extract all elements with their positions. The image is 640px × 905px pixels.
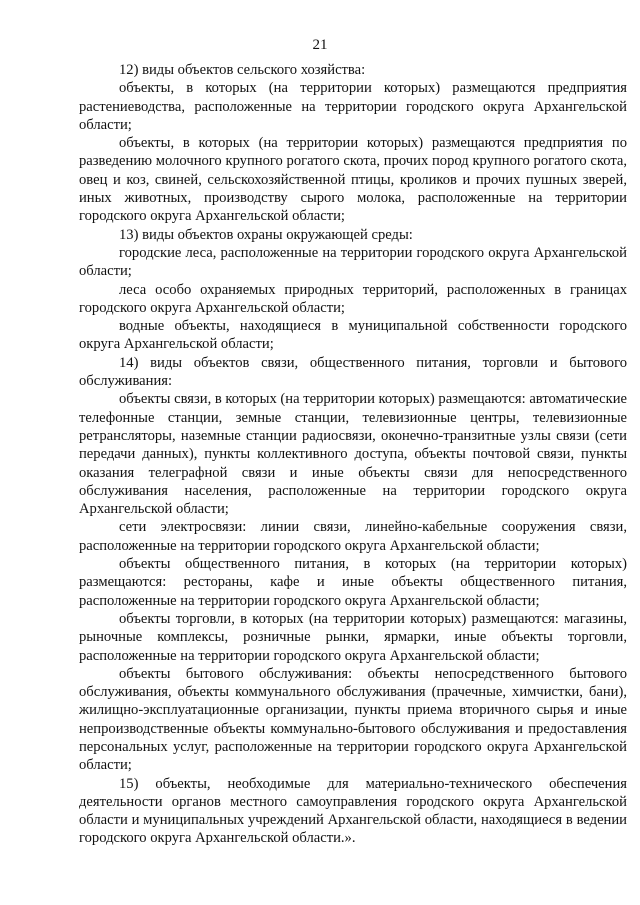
paragraph-12-heading: 12) виды объектов сельского хозяйства: [119, 62, 366, 78]
paragraph-15-heading: 15) объекты, необходимые для материально-технического обеспечения деятельности органов местного самоуправления городского округа Архангельской области и муниципальных учреждений Архангельской области, находящиеся в ведении городского округа Архангельской области.». [79, 775, 627, 847]
paragraph-telecom-networks: сети электросвязи: линии связи, линейно-кабельные сооружения связи, расположенные на территории городского округа Архангельской области; [79, 519, 627, 554]
document-body [79, 61, 627, 848]
paragraph-livestock-objects: объекты, в которых (на территории которых) размещаются предприятия по разведению молочного крупного рогатого скота, прочих пород крупного рогатого скота, овец и коз, свиней, сельскохозяйственной птицы, кроликов и прочих пушных зверей, иных животных, производству сырого молока, расположенные на территории городского округа Архангельской области; [79, 135, 627, 225]
paragraph-crop-objects: объекты, в которых (на территории которых) размещаются предприятия растениеводства, расположенные на территории городского округа Архангельской области; [79, 80, 627, 133]
paragraph-communication-objects: объекты связи, в которых (на территории которых) размещаются: автоматические телефонные станции, земные станции, телевизионные центры, телевизионные ретрансляторы, наземные станции радиосвязи, оконечно-транзитные узлы связи (сети передачи данных), пункты коллективного доступа, объекты почтовой связи, пункты оказания телеграфной связи и иные объекты связи для непосредственного обслуживания населения, расположенные на территории городского округа Архангельской области; [79, 391, 627, 518]
paragraph-consumer-services: объекты бытового обслуживания: объекты непосредственного бытового обслуживания, объекты коммунального обслуживания (прачечные, химчистки, бани), жилищно-эксплуатационные организации, пункты приема вторичного сырья и иные непроизводственные объекты коммунально-бытового обслуживания и предоставления персональных услуг, расположенные на территории городского округа Архангельской области; [79, 665, 627, 774]
paragraph-13-heading: 13) виды объектов охраны окружающей среды: [119, 226, 413, 243]
paragraph-trade-objects: объекты торговли, в которых (на территории которых) размещаются: магазины, рыночные комплексы, розничные рынки, ярмарки, иные объекты торговли, расположенные на территории городского округа Архангельской области; [79, 610, 627, 664]
paragraph-water-objects: водные объекты, находящиеся в муниципальной собственности городского округа Архангельской области; [79, 318, 627, 353]
paragraph-protected-forests: леса особо охраняемых природных территорий, расположенных в границах городского округа Архангельской области; [79, 281, 627, 316]
paragraph-urban-forests: городские леса, расположенные на территории городского округа Архангельской области; [79, 244, 627, 280]
page-number: 21 [312, 37, 328, 53]
paragraph-14-heading: 14) виды объектов связи, общественного питания, торговли и бытового обслуживания: [79, 354, 627, 390]
paragraph-catering-objects: объекты общественного питания, в которых (на территории которых) размещаются: рестораны, кафе и иные объекты общественного питания, расположенные на территории городского округа Архангельской области; [79, 556, 627, 609]
